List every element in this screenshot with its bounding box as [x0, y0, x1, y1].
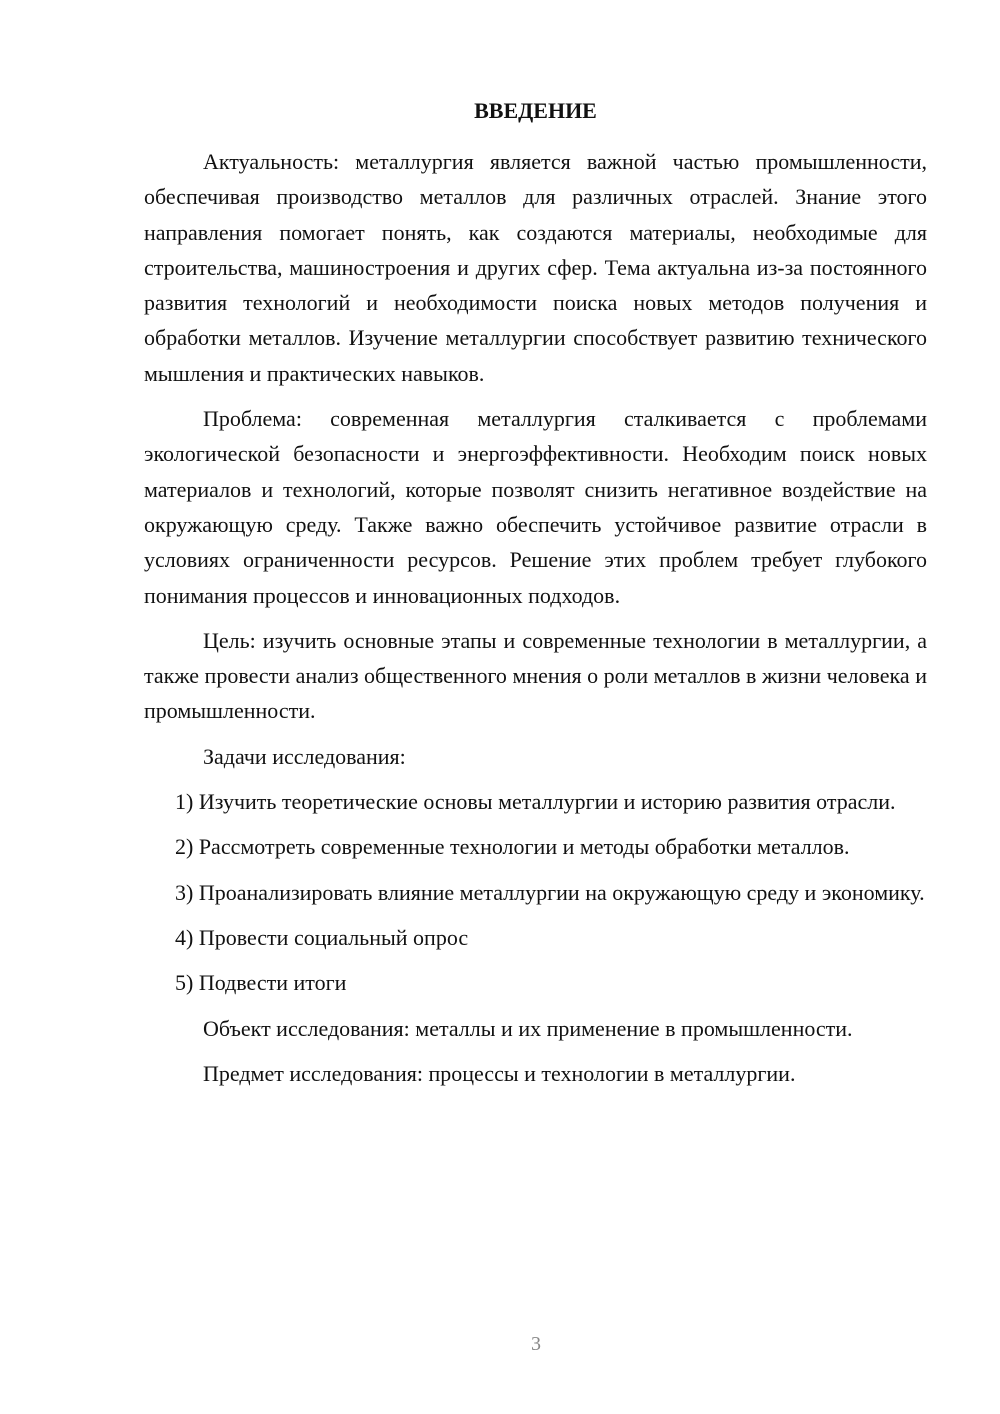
page-title: ВВЕДЕНИЕ — [474, 98, 597, 123]
list-item: 2) Рассмотреть современные технологии и методы обработки металлов. — [175, 834, 850, 860]
list-item: 4) Провести социальный опрос — [175, 924, 469, 950]
list-item: 3) Проанализировать влияние металлургии на окружающую среду и экономику. — [175, 879, 925, 905]
paragraph-problem: Проблема: современная металлургия сталкивается с проблемами экологической безопасности и энергоэффективности. Необходим поиск новых материалов и технологий, которые позволят снизить негативное воздействие на окружающую среду. Также важно обеспечить устойчивое развитие отрасли в условиях ограниченности ресурсов. Решение этих проблем требует глубокого понимания процессов и инновационных подходов. — [144, 406, 927, 608]
list-item: 1) Изучить теоретические основы металлургии и историю развития отрасли. — [175, 789, 896, 815]
paragraph-object: Объект исследования: металлы и их применение в промышленности. — [203, 1015, 853, 1041]
paragraph-goal: Цель: изучить основные этапы и современные технологии в металлургии, а также провести анализ общественного мнения о роли металлов в жизни человека и промышленности. — [144, 627, 927, 724]
paragraph-relevance: Актуальность: металлургия является важной частью промышленности, обеспечивая производство металлов для различных отраслей. Знание этого направления помогает понять, как создаются материалы, необходимые для строительства, машиностроения и других сфер. Тема актуальна из-за постоянного развития технологий и необходимости поиска новых методов получения и обработки металлов. Изучение металлургии способствует развитию технического мышления и практических навыков. — [144, 149, 927, 386]
paragraph-subject: Предмет исследования: процессы и технологии в металлургии. — [203, 1060, 796, 1086]
page-number: 3 — [531, 1333, 541, 1355]
document-page — [144, 96, 927, 1101]
list-item: 5) Подвести итоги — [175, 970, 347, 996]
tasks-title: Задачи исследования: — [203, 743, 406, 769]
